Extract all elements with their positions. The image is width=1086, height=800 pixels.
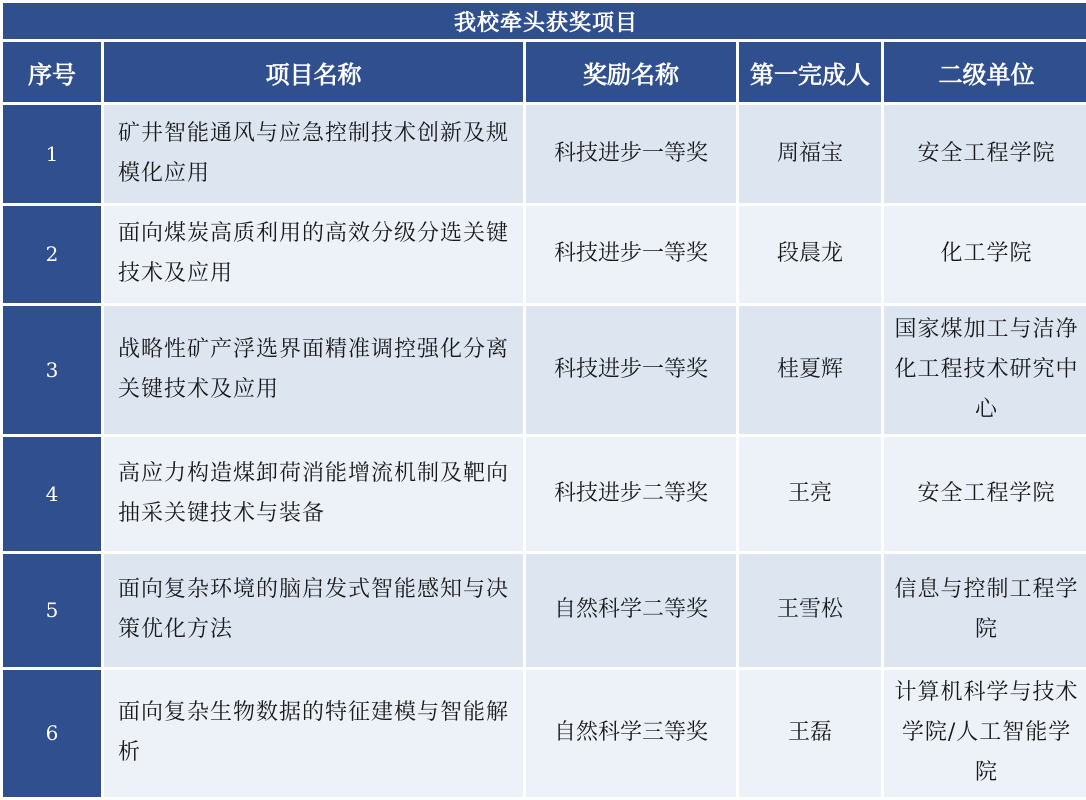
department: 化工学院 — [884, 206, 1086, 304]
first-contributor: 桂夏辉 — [739, 306, 881, 433]
row-no: 6 — [3, 670, 101, 797]
row-no: 4 — [3, 437, 101, 551]
row-no: 5 — [3, 554, 101, 667]
project-name: 矿井智能通风与应急控制技术创新及规模化应用 — [104, 105, 523, 203]
row-no: 1 — [3, 105, 101, 203]
project-name: 面向煤炭高质利用的高效分级分选关键技术及应用 — [104, 206, 523, 304]
project-name: 面向复杂环境的脑启发式智能感知与决策优化方法 — [104, 554, 523, 667]
department: 信息与控制工程学院 — [884, 554, 1086, 667]
award-name: 科技进步一等奖 — [526, 206, 736, 304]
table-row — [3, 206, 1086, 304]
first-contributor: 王亮 — [739, 437, 881, 551]
first-contributor: 王雪松 — [739, 554, 881, 667]
header-department: 二级单位 — [884, 42, 1086, 102]
department: 国家煤加工与洁净化工程技术研究中心 — [884, 306, 1086, 433]
first-contributor: 王磊 — [739, 670, 881, 797]
row-no: 2 — [3, 206, 101, 304]
department: 安全工程学院 — [884, 105, 1086, 203]
table-row — [3, 105, 1086, 203]
row-no: 3 — [3, 306, 101, 433]
project-name: 面向复杂生物数据的特征建模与智能解析 — [104, 670, 523, 797]
table-row — [3, 437, 1086, 551]
award-name: 自然科学二等奖 — [526, 554, 736, 667]
department: 计算机科学与技术学院/人工智能学院 — [884, 670, 1086, 797]
award-name: 科技进步二等奖 — [526, 437, 736, 551]
table-row — [3, 306, 1086, 433]
first-contributor: 段晨龙 — [739, 206, 881, 304]
department: 安全工程学院 — [884, 437, 1086, 551]
header-first-contributor: 第一完成人 — [739, 42, 881, 102]
table-title: 我校牵头获奖项目 — [3, 3, 1086, 39]
table-row — [3, 670, 1086, 797]
project-name: 高应力构造煤卸荷消能增流机制及靶向抽采关键技术与装备 — [104, 437, 523, 551]
header-project-name: 项目名称 — [104, 42, 523, 102]
header-no: 序号 — [3, 42, 101, 102]
award-name: 科技进步一等奖 — [526, 105, 736, 203]
project-name: 战略性矿产浮选界面精准调控强化分离关键技术及应用 — [104, 306, 523, 433]
award-name: 科技进步一等奖 — [526, 306, 736, 433]
award-name: 自然科学三等奖 — [526, 670, 736, 797]
table-row — [3, 554, 1086, 667]
first-contributor: 周福宝 — [739, 105, 881, 203]
header-row — [3, 42, 1086, 102]
header-award-name: 奖励名称 — [526, 42, 736, 102]
